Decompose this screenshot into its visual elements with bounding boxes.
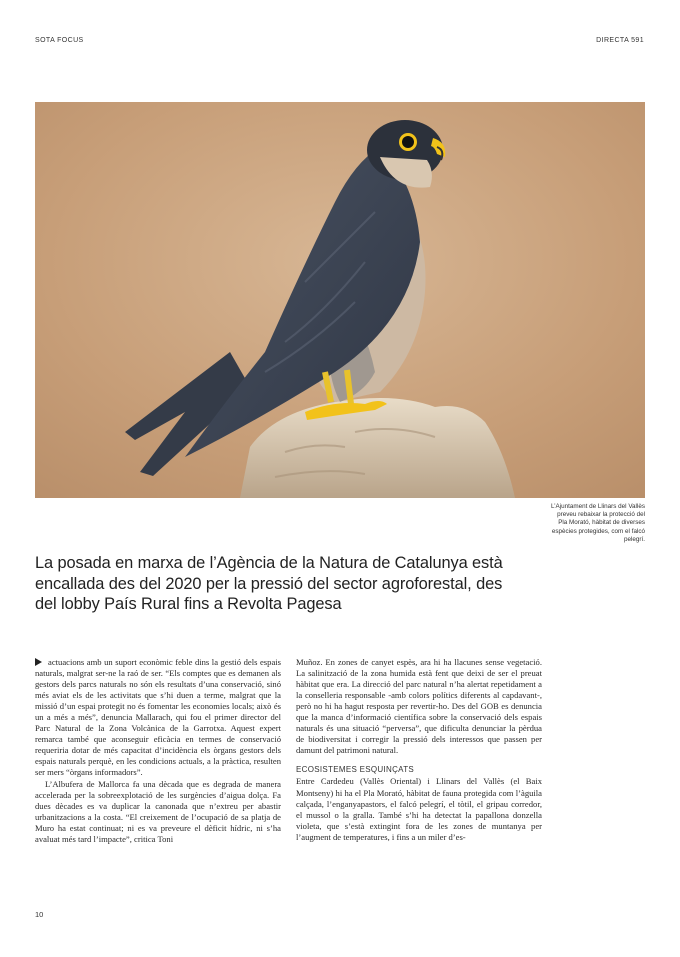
page-number: 10: [35, 910, 44, 919]
falcon-photo: [35, 102, 645, 498]
issue-label: DIRECTA 591: [596, 37, 644, 44]
body-paragraph: L’Albufera de Mallorca fa una dècada que es degrada de manera accelerada per la sobreexplotació de les surgències d’aigua dolça. Fa dues dècades es va duplicar la canonada que n’extreu per abastir urbanitzacions a la costa. “El creixement de l’ocupació de sa platja de Muro ha estat continuat; ni es va preveure el dèficit hídric, ni s’ha avaluat més tard l’impacte”, critica Toni: [35, 778, 281, 844]
section-label: SOTA FOCUS: [35, 37, 84, 44]
photo-caption: L’Ajuntament de Llinars del Vallès preveu rebaixar la protecció del Pla Morató, hàbitat de diverses espècies protegides, com el falcó pelegrí.: [550, 503, 645, 543]
section-subhead: ECOSISTEMES ESQUINÇATS: [296, 765, 415, 775]
body-paragraph: actuacions amb un suport econòmic feble dins la gestió dels espais naturals, malgrat ser-ne la raó de ser. “Els comptes que es demanen als gestors dels parcs naturals no són els resultats d’una conservació, sinó més aviat els de les activitats que s’hi duen a terme, malgrat que la missió d’un espai protegit no és fomentar les economies locals; això és un a més a més”, denuncia Mallarach, qui fou el primer director del Parc Natural de la Zona Volcànica de la Garrotxa. Aquest expert remarca també que aconseguir eficàcia en termes de conservació requeriria dotar de més capacitat d’incidència els òrgans gestors dels espais naturals perquè, en les condicions actuals, a la pràctica, resulten ser mers “òrgans informadors”.: [35, 657, 281, 778]
body-paragraph: Muñoz. En zones de canyet espès, ara hi ha llacunes sense vegetació. La salinització de la zona humida està fent que deixi de ser el preuat hàbitat que era. La direcció del parc natural n’ha alertat repetidament a la conselleria responsable -amb colors polítics diferents al capdavant-, però no hi ha hagut resposta per revertir-ho. Des del GOB es denuncia que la manca d’informació científica sobre la conservació dels espais naturals és una situació “perversa”, que dificulta denunciar la pèrdua de biodiversitat i corregir la pressió dels interessos que passen per damunt del patrimoni natural.: [296, 657, 542, 756]
lead-paragraph: La posada en marxa de l’Agència de la Natura de Catalunya està encallada des del 2020 per la pressió del sector agroforestal, des del lobby País Rural fins a Revolta Pagesa: [35, 554, 503, 613]
body-column-right: [296, 657, 542, 843]
body-paragraph: Entre Cardedeu (Vallès Oriental) i Llinars del Vallès (el Baix Montseny) hi ha el Pla Morató, hàbitat de fauna protegida com l’àguila calçada, l’enganyapastors, el falcó pelegrí, el tòtil, el gripau corredor, el mussol o la gralla. També s’hi ha detectat la papallona donzella violeta, que s’està extingint fora de les zones de muntanya per l’augment de temperatures, i fins a un miler d’es-: [296, 776, 542, 842]
body-column-left: [35, 657, 281, 845]
continuation-arrow-icon: [35, 658, 42, 666]
